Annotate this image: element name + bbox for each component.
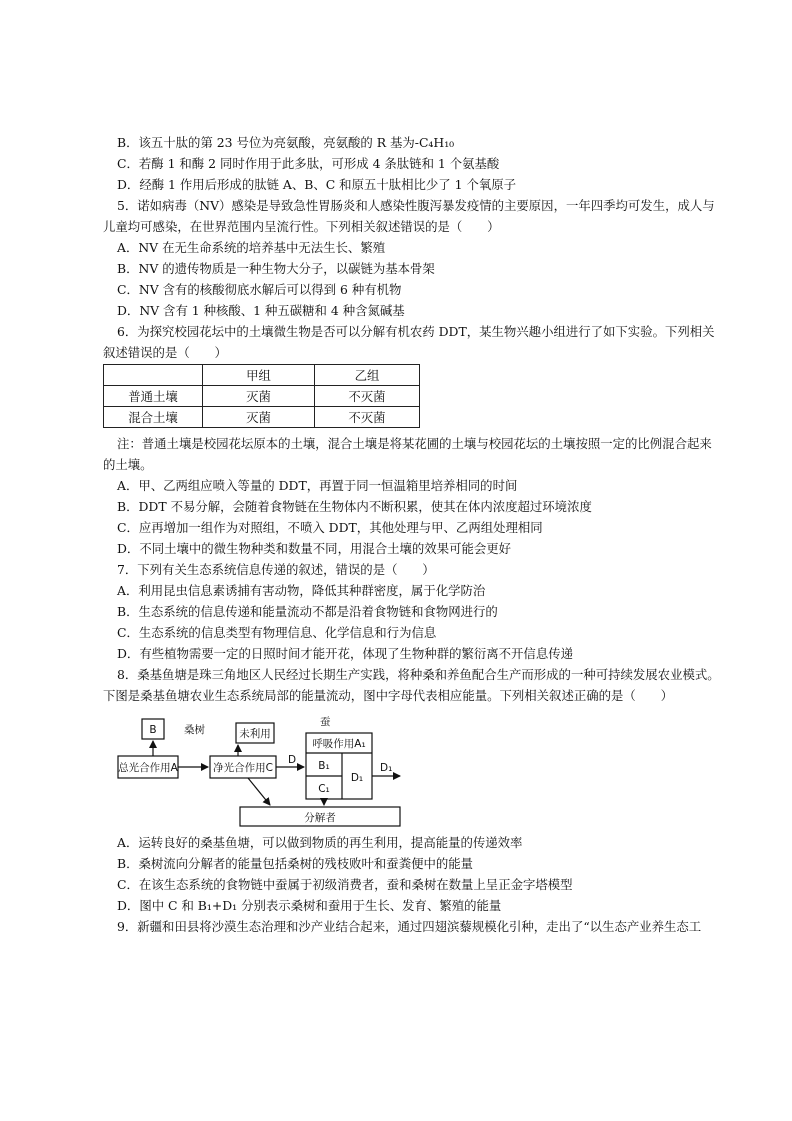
q6-stem-line2: 叙述错误的是（ ） — [103, 345, 227, 360]
q8-stem-line2: 下图是桑基鱼塘农业生态系统局部的能量流动，图中字母代表相应能量。下列相关叙述正确的是（ ） — [103, 688, 673, 703]
q5-stem-line2: 儿童均可感染，在世界范围内呈流行性。下列相关叙述错误的是（ ） — [103, 219, 500, 234]
label-decomposer: 分解者 — [304, 812, 336, 824]
q8-option-c: C．在该生态系统的食物链中蚕属于初级消费者，蚕和桑树在数量上呈正金字塔模型 — [117, 877, 573, 892]
q6-note-line2: 的土壤。 — [103, 457, 153, 472]
label-d: D — [288, 754, 297, 766]
q9-stem-line1: 9．新疆和田县将沙漠生态治理和沙产业结合起来，通过四翅滨藜规模化引种，走出了“以生态产业养生态工 — [117, 919, 702, 934]
q7-option-b: B．生态系统的信息传递和能量流动不都是沿着食物链和食物网进行的 — [117, 604, 498, 619]
q7-stem: 7．下列有关生态系统信息传递的叙述，错误的是（ ） — [117, 562, 435, 577]
table-row — [104, 407, 420, 428]
label-gross-photosynthesis: 总光合作用A — [118, 762, 178, 774]
q8-stem-line1: 8．桑基鱼塘是珠三角地区人民经过长期生产实践，将种桑和养鱼配合生产而形成的一种可持续发展农业模式。 — [117, 667, 720, 682]
label-respiration: 呼吸作用A₁ — [312, 738, 366, 750]
q8-option-d: D．图中 C 和 B₁+D₁ 分别表示桑树和蚕用于生长、发育、繁殖的能量 — [117, 898, 502, 913]
q6-option-d: D．不同土壤中的微生物种类和数量不同，用混合土壤的效果可能会更好 — [117, 541, 512, 556]
label-d1-arrow: D₁ — [380, 762, 393, 774]
q6-option-c: C．应再增加一组作为对照组，不喷入 DDT，其他处理与甲、乙两组处理相同 — [117, 520, 543, 535]
q8-option-b: B．桑树流向分解者的能量包括桑树的残枝败叶和蚕粪便中的能量 — [117, 856, 474, 871]
table-cell: 灭菌 — [203, 386, 315, 407]
table-cell: 灭菌 — [203, 407, 315, 428]
q6-note-line1: 注：普通土壤是校园花坛原本的土壤，混合土壤是将某花圃的土壤与校园花坛的土壤按照一定的比例混合起来 — [117, 436, 712, 451]
label-mulberry: 桑树 — [184, 724, 205, 736]
table-cell: 不灭菌 — [315, 407, 420, 428]
label-c1: C₁ — [318, 783, 330, 795]
q6-stem-line1: 6．为探究校园花坛中的土壤微生物是否可以分解有机农药 DDT，某生物兴趣小组进行了如下实验。下列相关 — [117, 324, 715, 339]
q4-option-d: D．经酶 1 作用后形成的肽链 A、B、C 和原五十肽相比少了 1 个氧原子 — [117, 177, 517, 192]
table-cell: 普通土壤 — [104, 386, 203, 407]
table-cell — [104, 365, 203, 386]
q5-option-a: A．NV 在无生命系统的培养基中无法生长、繁殖 — [117, 240, 386, 255]
q4-option-b: B．该五十肽的第 23 号位为亮氨酸，亮氨酸的 R 基为-C₄H₁₀ — [117, 135, 455, 150]
table-header-row — [104, 365, 420, 386]
q5-option-b: B．NV 的遗传物质是一种生物大分子，以碳链为基本骨架 — [117, 261, 435, 276]
energy-flow-diagram — [110, 713, 410, 831]
table-header-cell: 乙组 — [315, 365, 420, 386]
table-cell: 不灭菌 — [315, 386, 420, 407]
table-header-cell: 甲组 — [203, 365, 315, 386]
q6-option-a: A．甲、乙两组应喷入等量的 DDT，再置于同一恒温箱里培养相同的时间 — [117, 478, 518, 493]
q5-stem-line1: 5．诺如病毒（NV）感染是导致急性胃肠炎和人感染性腹泻暴发疫情的主要原因，一年四季均可发生，成人与 — [117, 198, 715, 213]
label-b1: B₁ — [318, 760, 330, 772]
q7-option-d: D．有些植物需要一定的日照时间才能开花，体现了生物种群的繁衍离不开信息传递 — [117, 646, 573, 661]
label-unused: 未利用 — [239, 728, 271, 740]
label-silkworm: 蚕 — [320, 716, 331, 728]
experiment-table — [103, 364, 420, 428]
label-b: B — [149, 724, 157, 736]
label-d1-box: D₁ — [350, 772, 364, 784]
table-row — [104, 386, 420, 407]
q4-option-c: C．若酶 1 和酶 2 同时作用于此多肽，可形成 4 条肽链和 1 个氨基酸 — [117, 156, 500, 171]
q6-option-b: B．DDT 不易分解，会随着食物链在生物体内不断积累，使其在体内浓度超过环境浓度 — [117, 499, 592, 514]
table-cell: 混合土壤 — [104, 407, 203, 428]
q7-option-a: A．利用昆虫信息素诱捕有害动物，降低其种群密度，属于化学防治 — [117, 583, 486, 598]
q8-option-a: A．运转良好的桑基鱼塘，可以做到物质的再生利用，提高能量的传递效率 — [117, 835, 523, 850]
q5-option-c: C．NV 含有的核酸彻底水解后可以得到 6 种有机物 — [117, 282, 402, 297]
q7-option-c: C．生态系统的信息类型有物理信息、化学信息和行为信息 — [117, 625, 437, 640]
q5-option-d: D．NV 含有 1 种核酸、1 种五碳糖和 4 种含氮碱基 — [117, 303, 405, 318]
label-net-photosynthesis: 净光合作用C — [213, 762, 273, 774]
